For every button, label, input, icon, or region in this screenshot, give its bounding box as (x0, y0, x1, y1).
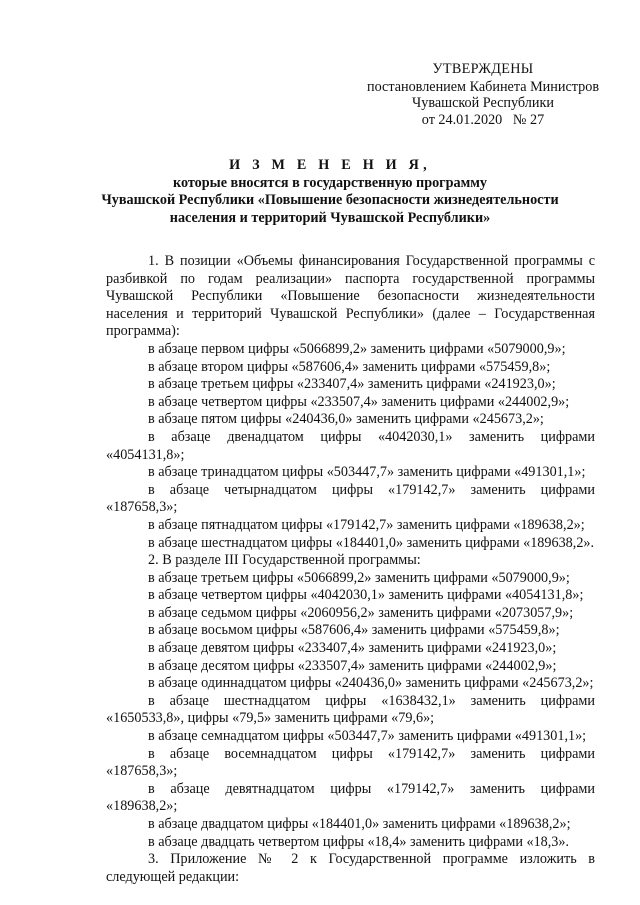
title-line-3: населения и территорий Чувашской Республики» (169, 209, 491, 226)
paragraph: в абзаце двенадцатом цифры «4042030,1» заменить цифрами «4054131,8»; (106, 428, 595, 463)
paragraph: в абзаце первом цифры «5066899,2» заменить цифрами «5079000,9»; (148, 340, 566, 357)
paragraph: в абзаце четырнадцатом цифры «179142,7» заменить цифрами «187658,3»; (106, 481, 595, 516)
paragraph: в абзаце десятом цифры «233507,4» заменить цифрами «244002,9»; (148, 657, 557, 674)
approval-line-2: Чувашской Республики (412, 95, 554, 111)
title-main: И З М Е Н Е Н И Я, (229, 157, 431, 173)
paragraph: в абзаце четвертом цифры «4042030,1» заменить цифрами «4054131,8»; (148, 587, 584, 604)
paragraph-item-2: 2. В разделе III Государственной программы: (148, 552, 421, 569)
document-body (106, 253, 595, 886)
paragraph: в абзаце двадцатом цифры «184401,0» заменить цифрами «189638,2»; (148, 816, 571, 832)
paragraph: в абзаце девятом цифры «233407,4» заменить цифрами «241923,0»; (148, 640, 557, 657)
paragraph: в абзаце четвертом цифры «233507,4» заменить цифрами «244002,9»; (148, 393, 570, 410)
paragraph: в абзаце пятнадцатом цифры «179142,7» заменить цифрами «189638,2»; (148, 516, 585, 533)
paragraph-item-1: 1. В позиции «Объемы финансирования Государственной программы с разбивкой по годам реализации» паспорта государственной программы Чувашской Республики «Повышение безопасности жизнедеятельности населения и территорий Чувашской Республики» (далее – Государственная программа): (106, 253, 595, 340)
paragraph: в абзаце третьем цифры «233407,4» заменить цифрами «241923,0»; (148, 376, 556, 393)
paragraph: в абзаце втором цифры «587606,4» заменить цифрами «575459,8»; (148, 358, 551, 375)
paragraph: в абзаце седьмом цифры «2060956,2» заменить цифрами «2073057,9»; (148, 604, 574, 621)
approval-heading: УТВЕРЖДЕНЫ (432, 61, 534, 77)
paragraph: в абзаце восемнадцатом цифры «179142,7» заменить цифрами «187658,3»; (106, 745, 595, 780)
paragraph: в абзаце шестнадцатом цифры «184401,0» заменить цифрами «189638,2». (148, 534, 595, 551)
paragraph: в абзаце семнадцатом цифры «503447,7» заменить цифрами «491301,1»; (148, 728, 587, 745)
approval-line-1: постановлением Кабинета Министров (366, 78, 600, 95)
paragraph: в абзаце двадцать четвертом цифры «18,4» заменить цифрами «18,3». (148, 833, 570, 850)
title-line-1: которые вносятся в государственную программу (172, 175, 488, 192)
paragraph: в абзаце девятнадцатом цифры «179142,7» заменить цифрами «189638,2»; (106, 780, 595, 815)
paragraph: в абзаце восьмом цифры «587606,4» заменить цифрами «575459,8»; (148, 622, 560, 639)
document-title (70, 157, 590, 227)
paragraph: в абзаце третьем цифры «5066899,2» заменить цифрами «5079000,9»; (148, 569, 570, 586)
title-line-2: Чувашской Республики «Повышение безопасности жизнедеятельности (101, 192, 559, 209)
paragraph: в абзаце шестнадцатом цифры «1638432,1» заменить цифрами «1650533,8», цифры «79,5» заменить цифрами «79,6»; (106, 692, 595, 727)
paragraph: в абзаце одиннадцатом цифры «240436,0» заменить цифрами «245673,2»; (148, 675, 594, 692)
paragraph: в абзаце тринадцатом цифры «503447,7» заменить цифрами «491301,1»; (148, 464, 586, 481)
approval-line-3: от 24.01.2020 № 27 (421, 111, 545, 128)
approval-stamp (352, 61, 614, 128)
paragraph-item-3: 3. Приложение № 2 к Государственной программе изложить в следующей редакции: (106, 851, 595, 885)
paragraph: в абзаце пятом цифры «240436,0» заменить цифрами «245673,2»; (148, 411, 544, 428)
